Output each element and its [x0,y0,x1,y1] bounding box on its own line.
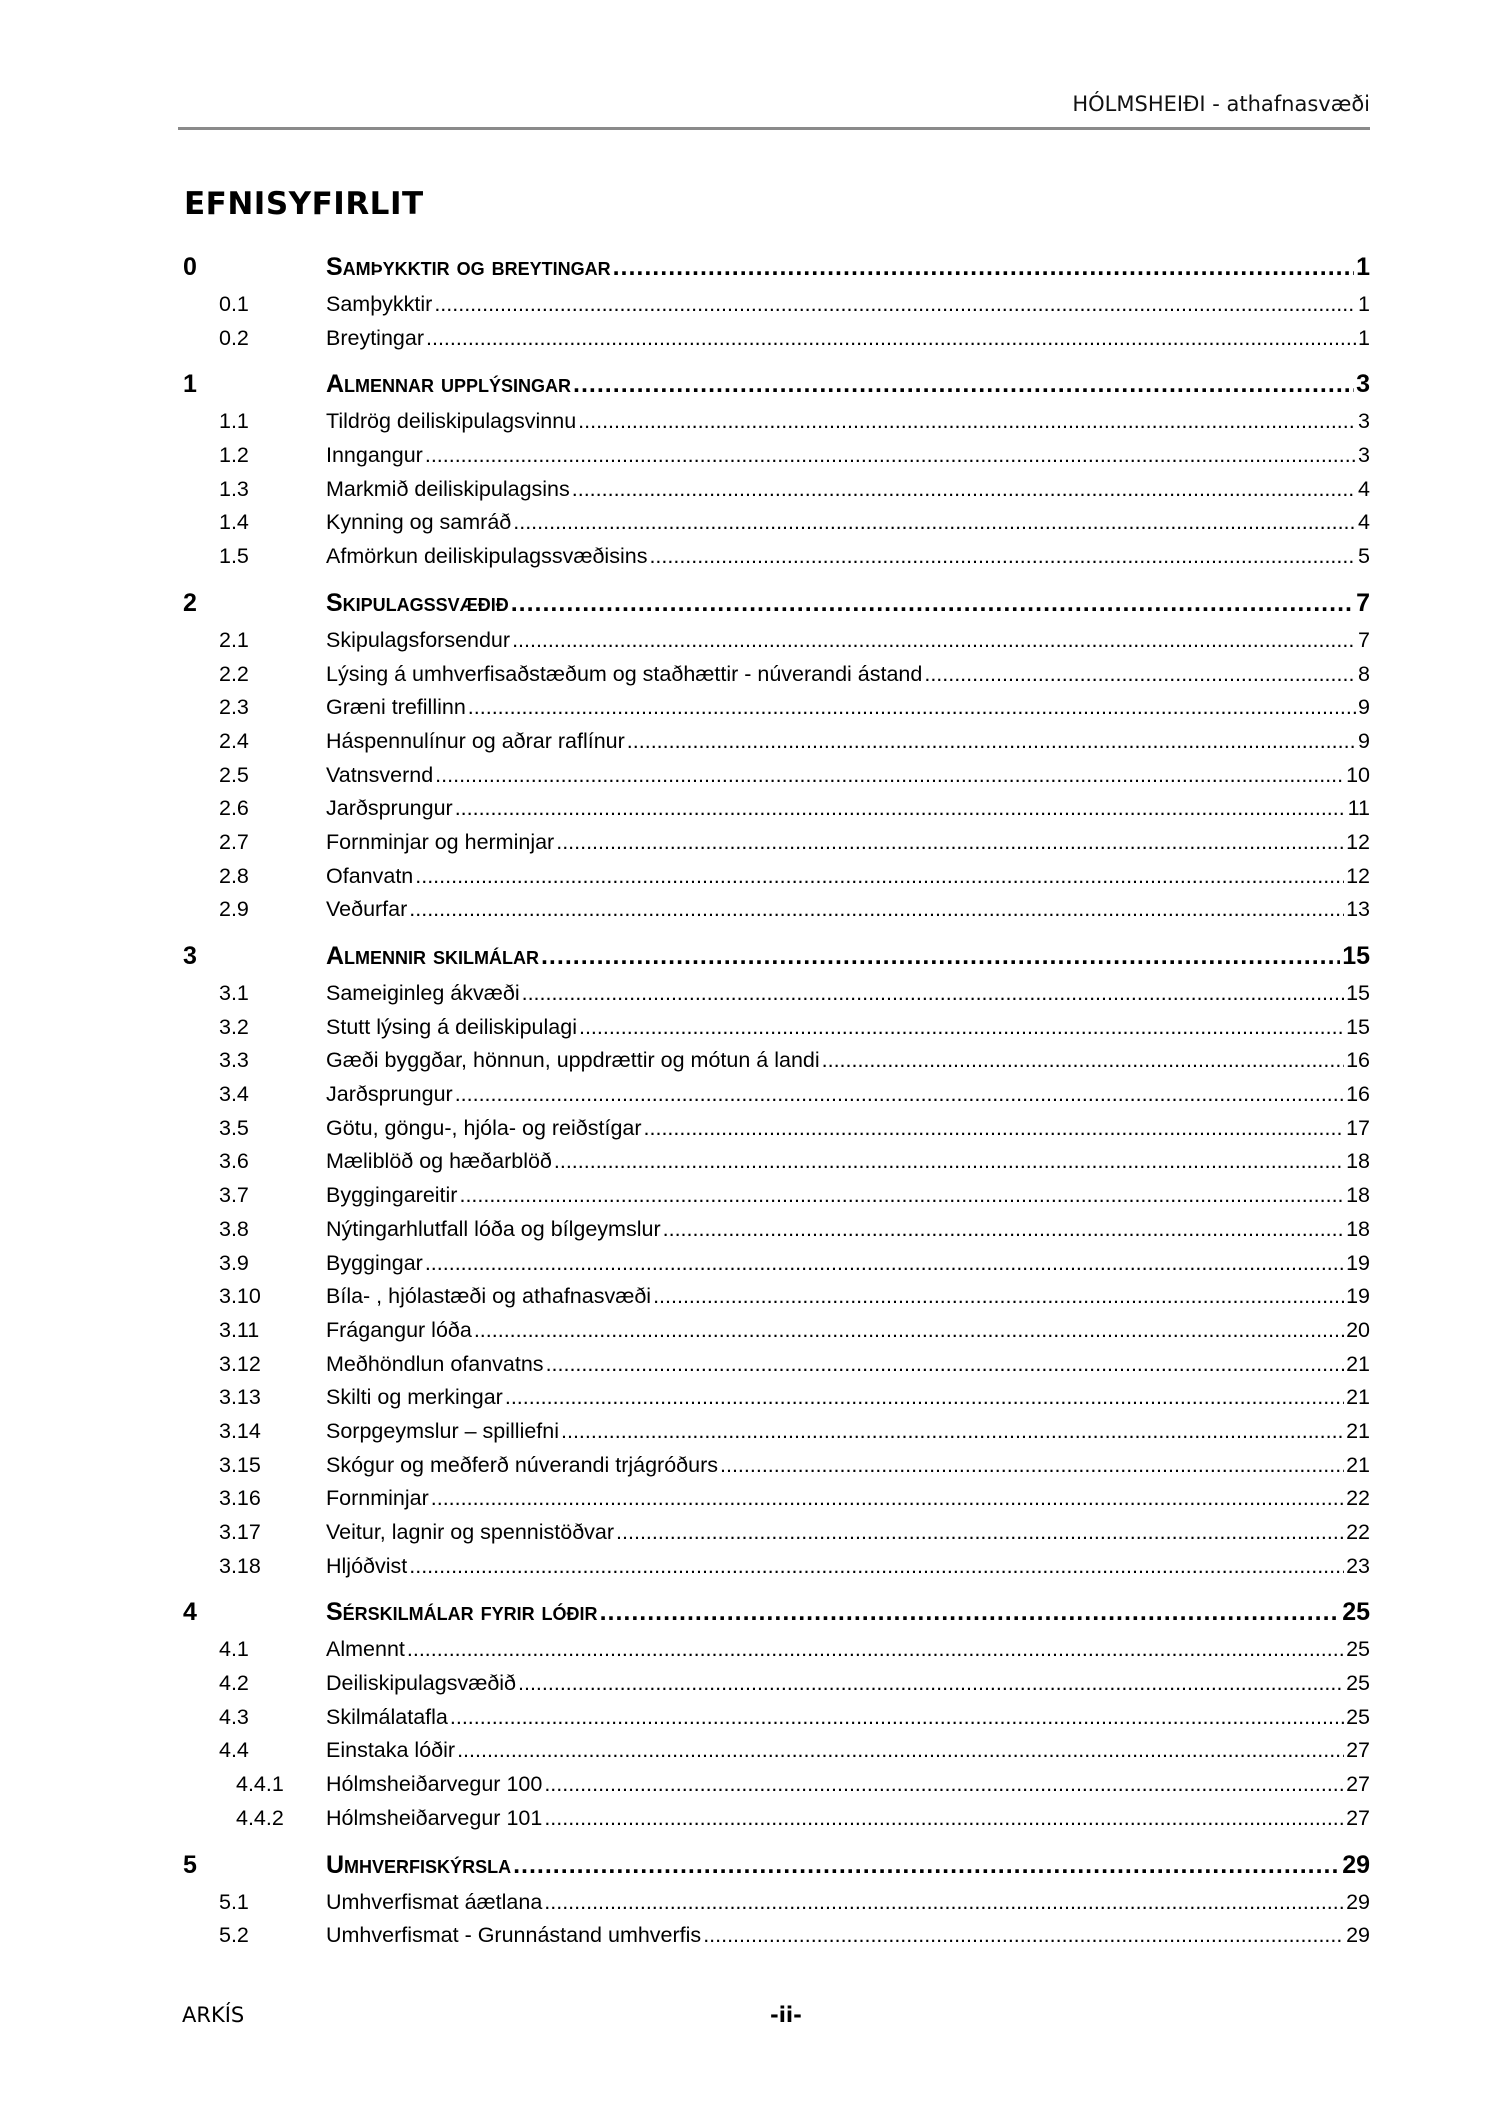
toc-page-number: 27 [1346,1738,1370,1763]
toc-label: Lýsing á umhverfisaðstæðum og staðhættir - núverandi ástand [326,661,923,686]
toc-entry[interactable] [180,1015,1370,1049]
toc-label: Skipulagssvæðið [326,588,509,617]
toc-entry[interactable] [180,1183,1370,1217]
toc-page-number: 22 [1346,1486,1370,1511]
toc-leader-dots [431,1486,1344,1511]
toc-leader-dots [600,1598,1341,1627]
toc-entry[interactable] [180,1048,1370,1082]
toc-number: 2.1 [219,627,249,652]
toc-label: Hljóðvist [326,1553,408,1578]
toc-leader-dots [455,1082,1344,1107]
toc-label: Veðurfar [326,897,408,922]
header-title: HÓLMSHEIÐI - athafnasvæði [1072,92,1370,116]
toc-entry[interactable] [180,729,1370,763]
toc-leader-dots [546,1352,1345,1377]
toc-page-number: 21 [1346,1385,1370,1410]
toc-entry-chapter[interactable] [180,1598,1370,1637]
toc-section [180,370,1370,577]
toc-number: 5 [183,1850,197,1879]
toc-label: Veitur, lagnir og spennistöðvar [326,1520,615,1544]
toc-leader-dots [513,1851,1340,1880]
toc-number: 2.9 [219,897,249,922]
toc-entry[interactable] [180,628,1370,662]
toc-label: Kynning og samráð [326,510,512,535]
toc-label: Frágangur lóða [326,1317,472,1342]
toc-label: Sameiginleg ákvæði [326,981,520,1005]
toc-number: 2.6 [219,796,249,821]
toc-number: 4.4.1 [236,1772,284,1797]
toc-entry[interactable] [180,1082,1370,1116]
toc-entry[interactable] [180,1671,1370,1705]
toc-label: Jarðsprungur [326,1082,453,1107]
toc-label: Umhverfismat - Grunnástand umhverfis [326,1923,702,1948]
toc-number: 5.2 [219,1923,249,1948]
toc-leader-dots [720,1453,1344,1478]
toc-leader-dots [573,370,1354,399]
toc-page-number: 7 [1356,588,1370,617]
toc-number: 3.14 [219,1418,261,1443]
toc-page-number: 15 [1342,942,1370,970]
toc-leader-dots [426,326,1356,351]
toc-leader-dots [703,1923,1344,1948]
toc-leader-dots [544,1890,1344,1915]
toc-number: 1.2 [219,443,249,468]
toc-number: 3.4 [219,1082,249,1107]
toc-page-number: 25 [1346,1671,1370,1696]
toc-entry[interactable] [180,763,1370,797]
toc-entry[interactable] [180,796,1370,830]
toc-page-number: 9 [1358,695,1370,720]
toc-label: Almennir skilmálar [326,942,539,970]
toc-page-number: 19 [1346,1284,1370,1309]
toc-page-number: 7 [1358,627,1370,652]
toc-leader-dots [474,1318,1344,1343]
toc-section [180,942,1370,1587]
toc-entry[interactable] [180,1520,1370,1554]
toc-entry[interactable] [180,695,1370,729]
toc-leader-dots [505,1385,1344,1410]
toc-number: 3.1 [219,981,249,1005]
toc-leader-dots [407,1637,1344,1662]
toc-entry[interactable] [180,1149,1370,1183]
toc-number: 0.1 [219,292,249,316]
toc-page-number: 21 [1346,1418,1370,1443]
toc-entry-chapter[interactable] [180,253,1370,292]
toc-page-number: 21 [1346,1452,1370,1477]
toc-number: 2.3 [219,695,249,720]
toc-leader-dots [409,897,1344,922]
toc-number: 4.2 [219,1671,249,1696]
toc-label: Gæði byggðar, hönnun, uppdrættir og mótun á landi [326,1048,820,1073]
toc-number: 3.10 [219,1284,261,1309]
toc-label: Byggingar [326,1250,423,1275]
toc-leader-dots [518,1671,1344,1696]
toc-label: Háspennulínur og aðrar raflínur [326,728,625,753]
toc-label: Markmið deiliskipulagsins [326,476,570,501]
toc-entry[interactable] [180,326,1370,360]
toc-label: Skógur og meðferð núverandi trjágróðurs [326,1452,718,1477]
toc-leader-dots [434,292,1356,317]
toc-number: 3.9 [219,1250,249,1275]
toc-page-number: 18 [1346,1149,1370,1174]
toc-number: 3.13 [219,1385,261,1410]
toc-label: Inngangur [326,443,423,468]
toc-leader-dots [644,1116,1345,1141]
toc-leader-dots [627,729,1356,754]
toc-page-number: 15 [1346,1014,1370,1039]
toc-page-number: 18 [1346,1183,1370,1208]
toc-label: Umhverfismat áætlana [326,1889,543,1914]
toc-number: 4 [183,1598,197,1627]
toc-leader-dots [556,830,1344,855]
toc-number: 3.16 [219,1486,261,1511]
toc-entry[interactable] [180,1352,1370,1386]
toc-label: Meðhöndlun ofanvatns [326,1351,544,1376]
toc-page-number: 5 [1358,544,1370,569]
toc-leader-dots [554,1149,1344,1174]
toc-leader-dots [415,864,1344,889]
toc-page-number: 10 [1346,762,1370,787]
toc-label: Deiliskipulagsvæðið [326,1671,517,1696]
toc-page-number: 11 [1347,796,1370,821]
toc-page-number: 21 [1346,1351,1370,1376]
toc-label: Fornminjar og herminjar [326,829,555,854]
toc-page-number: 15 [1346,981,1370,1005]
toc-leader-dots [572,477,1356,502]
toc-number: 3.17 [219,1520,261,1544]
toc-page-number: 1 [1356,253,1370,281]
toc-page-number: 3 [1358,443,1370,468]
toc-entry[interactable] [180,544,1370,578]
toc-number: 1.1 [219,409,249,434]
toc-label: Mæliblöð og hæðarblöð [326,1149,552,1174]
toc-label: Tildrög deiliskipulagsvinnu [326,409,577,434]
toc-entry[interactable] [180,510,1370,544]
toc-leader-dots [663,1217,1344,1242]
toc-number: 1.5 [219,544,249,569]
toc-leader-dots [544,1806,1344,1831]
toc-leader-dots [616,1520,1344,1545]
toc-entry[interactable] [180,409,1370,443]
toc-entry[interactable] [180,1772,1370,1806]
footer-page-number: -ii- [770,2003,802,2027]
toc-entry-chapter[interactable] [180,589,1370,628]
toc-leader-dots [511,589,1354,618]
toc-entry[interactable] [180,662,1370,696]
table-of-contents [180,253,1370,1968]
toc-leader-dots [457,1738,1344,1763]
toc-leader-dots [924,662,1356,687]
toc-label: Skilti og merkingar [326,1385,503,1410]
toc-label: Nýtingarhlutfall lóða og bílgeymslur [326,1216,661,1241]
toc-label: Ofanvatn [326,863,414,888]
toc-leader-dots [561,1419,1344,1444]
toc-number: 2.7 [219,829,249,854]
toc-label: Samþykktir og breytingar [326,253,611,281]
toc-entry-chapter[interactable] [180,1851,1370,1890]
toc-entry[interactable] [180,981,1370,1015]
toc-label: Afmörkun deiliskipulagssvæðisins [326,544,648,569]
toc-label: Byggingareitir [326,1183,458,1208]
toc-number: 3 [183,942,197,970]
toc-page-number: 27 [1346,1805,1370,1830]
toc-number: 3.11 [219,1317,260,1342]
toc-number: 2.4 [219,728,249,753]
toc-number: 2.8 [219,863,249,888]
toc-page-number: 19 [1346,1250,1370,1275]
toc-page-number: 29 [1346,1923,1370,1948]
toc-number: 3.7 [219,1183,249,1208]
toc-number: 1.3 [219,476,249,501]
toc-section [180,253,1370,359]
toc-number: 1 [183,370,197,399]
toc-number: 3.6 [219,1149,249,1174]
toc-label: Skipulagsforsendur [326,627,511,652]
toc-page-number: 4 [1358,510,1370,535]
toc-number: 3.18 [219,1553,261,1578]
toc-label: Fornminjar [326,1486,429,1511]
toc-label: Götu, göngu-, hjóla- og reiðstígar [326,1115,642,1140]
toc-number: 3.8 [219,1216,249,1241]
toc-leader-dots [613,253,1355,282]
toc-label: Hólmsheiðarvegur 101 [326,1805,543,1830]
toc-entry[interactable] [180,864,1370,898]
toc-page-number: 9 [1358,728,1370,753]
toc-page-number: 29 [1342,1850,1370,1879]
toc-label: Einstaka lóðir [326,1738,456,1763]
toc-page-number: 18 [1346,1216,1370,1241]
toc-page-number: 1 [1358,325,1370,350]
toc-entry[interactable] [180,1284,1370,1318]
toc-leader-dots [822,1048,1344,1073]
toc-label: Sorpgeymslur – spilliefni [326,1418,560,1443]
toc-leader-dots [468,695,1356,720]
toc-leader-dots [459,1183,1344,1208]
toc-entry[interactable] [180,1251,1370,1285]
toc-label: Græni trefillinn [326,695,466,720]
toc-leader-dots [579,1015,1344,1040]
toc-section [180,1851,1370,1957]
toc-number: 4.1 [219,1637,249,1662]
page-header [178,88,1370,130]
toc-number: 1.4 [219,510,249,535]
toc-page-number: 22 [1346,1520,1370,1544]
toc-label: Jarðsprungur [326,796,453,821]
toc-leader-dots [425,1251,1344,1276]
toc-leader-dots [653,1284,1344,1309]
toc-page-number: 13 [1346,897,1370,922]
toc-label: Breytingar [326,325,424,350]
toc-page-number: 12 [1346,829,1370,854]
toc-leader-dots [409,1554,1344,1579]
toc-entry[interactable] [180,1705,1370,1739]
toc-entry[interactable] [180,1419,1370,1453]
toc-entry[interactable] [180,1318,1370,1352]
toc-page-number: 8 [1358,661,1370,686]
toc-leader-dots [513,510,1356,535]
toc-section [180,589,1370,931]
toc-page-number: 27 [1346,1772,1370,1797]
toc-page-number: 20 [1346,1317,1370,1342]
toc-section [180,1598,1370,1839]
toc-entry[interactable] [180,830,1370,864]
toc-number: 2 [183,588,197,617]
toc-leader-dots [435,763,1344,788]
toc-entry[interactable] [180,1806,1370,1840]
toc-number: 3.2 [219,1014,249,1039]
toc-leader-dots [512,628,1356,653]
toc-entry[interactable] [180,1890,1370,1924]
toc-label: Almennar upplýsingar [326,370,572,399]
toc-entry[interactable] [180,1554,1370,1588]
toc-leader-dots [541,942,1340,971]
toc-page-number: 12 [1346,863,1370,888]
toc-leader-dots [455,796,1346,821]
toc-leader-dots [450,1705,1344,1730]
toc-number: 3.15 [219,1452,261,1477]
toc-page-number: 4 [1358,476,1370,501]
toc-number: 0.2 [219,325,249,350]
toc-number: 3.5 [219,1115,249,1140]
toc-page-number: 16 [1346,1048,1370,1073]
toc-leader-dots [544,1772,1344,1797]
toc-entry[interactable] [180,1116,1370,1150]
toc-page-number: 23 [1346,1553,1370,1578]
toc-label: Skilmálatafla [326,1704,448,1729]
toc-entry[interactable] [180,1385,1370,1419]
toc-page-number: 16 [1346,1082,1370,1107]
toc-page-number: 3 [1356,370,1370,399]
toc-leader-dots [425,443,1356,468]
toc-label: Vatnsvernd [326,762,434,787]
toc-page-number: 25 [1346,1704,1370,1729]
toc-entry-chapter[interactable] [180,370,1370,409]
toc-label: Stutt lýsing á deiliskipulagi [326,1014,577,1039]
toc-page-number: 25 [1342,1598,1370,1627]
toc-number: 4.3 [219,1704,249,1729]
toc-label: Sérskilmálar fyrir lóðir [326,1598,598,1627]
toc-page-number: 17 [1346,1115,1370,1140]
toc-number: 3.3 [219,1048,249,1073]
toc-number: 0 [183,253,197,281]
toc-label: Almennt [326,1637,405,1662]
toc-number: 2.2 [219,661,249,686]
toc-label: Hólmsheiðarvegur 100 [326,1772,543,1797]
page-title: EFNISYFIRLIT [184,186,424,222]
toc-entry[interactable] [180,1923,1370,1957]
toc-entry[interactable] [180,1486,1370,1520]
toc-label: Umhverfiskýrsla [326,1850,512,1879]
toc-entry[interactable] [180,1637,1370,1671]
toc-leader-dots [522,981,1344,1006]
footer-company: ARKÍS [182,2003,245,2027]
toc-number: 2.5 [219,762,249,787]
toc-number: 4.4.2 [236,1805,284,1830]
toc-label: Samþykktir [326,292,433,316]
toc-entry[interactable] [180,897,1370,931]
toc-entry-chapter[interactable] [180,942,1370,981]
toc-entry[interactable] [180,1738,1370,1772]
toc-page-number: 29 [1346,1889,1370,1914]
toc-number: 5.1 [219,1889,249,1914]
toc-page-number: 3 [1358,409,1370,434]
toc-number: 3.12 [219,1351,261,1376]
toc-entry[interactable] [180,1453,1370,1487]
toc-entry[interactable] [180,477,1370,511]
toc-page-number: 1 [1358,292,1370,316]
toc-label: Bíla- , hjólastæði og athafnasvæði [326,1284,652,1309]
toc-entry[interactable] [180,443,1370,477]
toc-entry[interactable] [180,292,1370,326]
toc-entry[interactable] [180,1217,1370,1251]
toc-leader-dots [649,544,1356,569]
toc-leader-dots [578,409,1356,434]
toc-number: 4.4 [219,1738,249,1763]
toc-page-number: 25 [1346,1637,1370,1662]
